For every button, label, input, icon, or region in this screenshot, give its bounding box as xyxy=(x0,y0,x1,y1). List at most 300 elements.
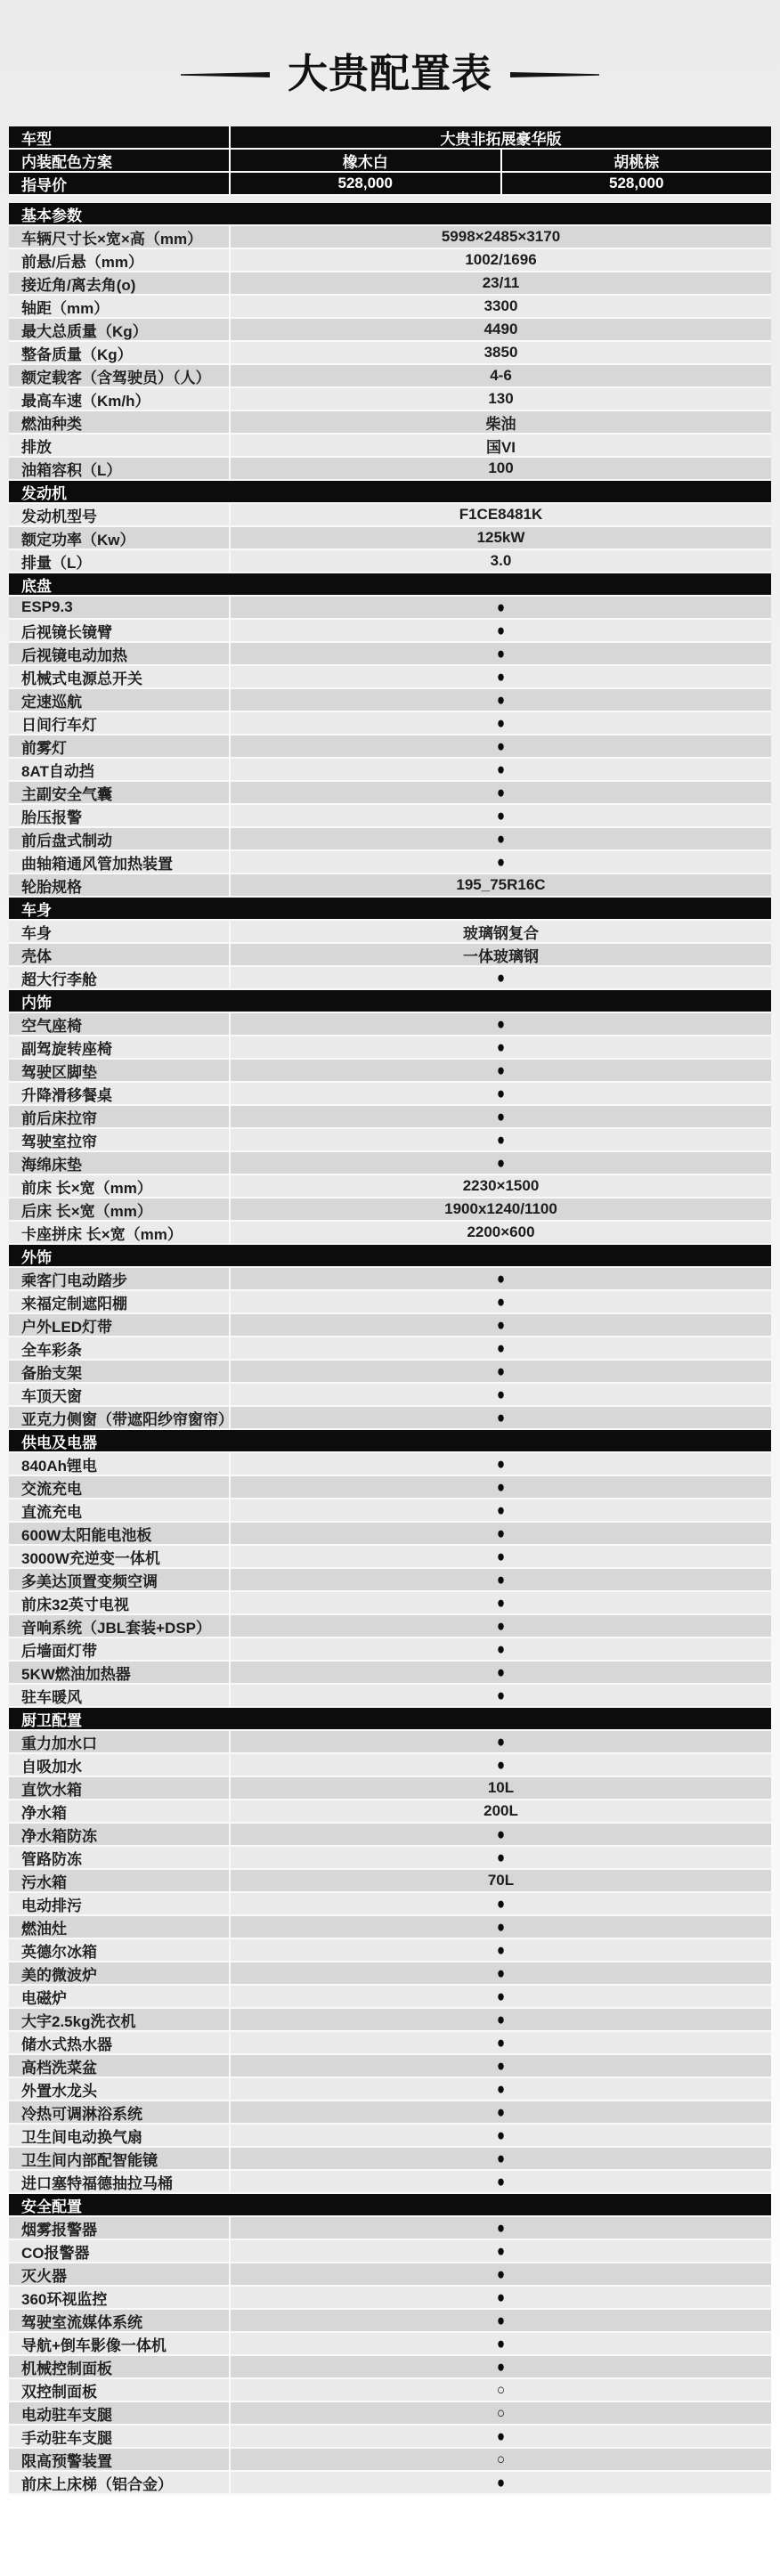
included-dot-icon: ● xyxy=(496,1524,506,1543)
included-dot-icon: ● xyxy=(496,1616,506,1636)
spec-label: 机械式电源总开关 xyxy=(21,670,142,687)
spec-row xyxy=(9,249,771,272)
spec-row xyxy=(9,1962,771,1986)
spec-label: ESP9.3 xyxy=(21,598,73,615)
spec-row xyxy=(9,759,771,782)
spec-value: 1900x1240/1100 xyxy=(229,1199,771,1220)
included-dot-icon: ● xyxy=(496,760,506,779)
optional-circle-icon: ○ xyxy=(496,2381,506,2399)
spec-value xyxy=(229,1152,771,1174)
included-dot-icon: ● xyxy=(496,1361,506,1381)
included-dot-icon: ● xyxy=(496,1963,506,1983)
spec-label: 乘客门电动踏步 xyxy=(21,1272,127,1289)
spec-label: 车身 xyxy=(21,924,52,942)
spec-label: 电磁炉 xyxy=(21,1989,67,2007)
spec-row xyxy=(9,1731,771,1754)
included-dot-icon: ● xyxy=(496,2010,506,2029)
spec-label: 交流充电 xyxy=(21,1480,82,1498)
spec-label: 卫生间内部配智能镜 xyxy=(21,2151,158,2169)
title-right-dash-icon xyxy=(510,72,599,77)
spec-label: 多美达顶置变频空调 xyxy=(21,1572,158,1590)
included-dot-icon: ● xyxy=(496,1107,506,1126)
spec-row xyxy=(9,435,771,458)
optional-circle-icon: ○ xyxy=(496,2404,506,2422)
included-dot-icon: ● xyxy=(496,968,506,987)
spec-value xyxy=(229,1847,771,1868)
spec-value xyxy=(229,2101,771,2123)
section-header-label: 安全配置 xyxy=(21,2198,82,2215)
spec-label: 定速巡航 xyxy=(21,693,82,711)
spec-value xyxy=(229,1962,771,1984)
spec-row xyxy=(9,1847,771,1870)
section-header xyxy=(9,573,771,597)
section-header-label: 发动机 xyxy=(21,484,67,502)
spec-row xyxy=(9,597,771,620)
spec-value xyxy=(229,1291,771,1312)
spec-row xyxy=(9,2171,771,2194)
spec-value: 4-6 xyxy=(229,365,771,386)
spec-row xyxy=(9,2333,771,2356)
included-dot-icon: ● xyxy=(496,1454,506,1474)
guide-price: 528,000 xyxy=(229,173,500,194)
spec-row xyxy=(9,1662,771,1685)
included-dot-icon: ● xyxy=(496,690,506,710)
spec-row xyxy=(9,1777,771,1800)
spec-row xyxy=(9,458,771,481)
spec-row xyxy=(9,1476,771,1499)
spec-label: 日间行车灯 xyxy=(21,716,97,734)
spec-value: 3.0 xyxy=(229,550,771,572)
included-dot-icon: ● xyxy=(496,2473,506,2492)
spec-value xyxy=(229,2171,771,2192)
spec-value xyxy=(229,1268,771,1289)
spec-value: 200L xyxy=(229,1800,771,1822)
section-header-label: 内饰 xyxy=(21,994,52,1012)
spec-row xyxy=(9,2217,771,2240)
spec-value xyxy=(229,666,771,687)
spec-row xyxy=(9,388,771,411)
spec-value xyxy=(229,1731,771,1752)
spec-value: F1CE8481K xyxy=(229,504,771,525)
spec-value xyxy=(229,2055,771,2076)
included-dot-icon: ● xyxy=(496,1755,506,1775)
spec-row xyxy=(9,1152,771,1175)
spec-row xyxy=(9,296,771,319)
section-header xyxy=(9,481,771,504)
included-dot-icon: ● xyxy=(496,1686,506,1705)
spec-label: 车辆尺寸长×宽×高（mm） xyxy=(21,230,203,248)
spec-value xyxy=(229,1685,771,1706)
spec-value xyxy=(229,2125,771,2146)
spec-row xyxy=(9,805,771,828)
spec-label: 前悬/后悬（mm） xyxy=(21,253,143,271)
spec-row xyxy=(9,1384,771,1407)
section-header xyxy=(9,898,771,921)
spec-value xyxy=(229,1499,771,1521)
included-dot-icon: ● xyxy=(496,1500,506,1520)
spec-row xyxy=(9,504,771,527)
spec-label: 进口塞特福德抽拉马桶 xyxy=(21,2174,173,2192)
spec-value xyxy=(229,782,771,803)
spec-row xyxy=(9,2263,771,2287)
spec-value xyxy=(229,1523,771,1544)
spec-row xyxy=(9,1569,771,1592)
spec-row xyxy=(9,1314,771,1337)
included-dot-icon: ● xyxy=(496,1662,506,1682)
included-dot-icon: ● xyxy=(496,2218,506,2238)
included-dot-icon: ● xyxy=(496,1917,506,1937)
spec-value xyxy=(229,2472,771,2493)
spec-value xyxy=(229,851,771,873)
spec-value xyxy=(229,2009,771,2030)
title-left-dash-icon xyxy=(181,72,270,77)
spec-row xyxy=(9,1013,771,1036)
spec-label: CO报警器 xyxy=(21,2244,90,2262)
spec-label: 内装配色方案 xyxy=(21,153,112,171)
spec-table xyxy=(9,126,771,2495)
included-dot-icon: ● xyxy=(496,2102,506,2122)
spec-row xyxy=(9,2101,771,2125)
spec-row xyxy=(9,550,771,573)
spec-label: 驻车暖风 xyxy=(21,1688,82,1706)
spec-label: 接近角/离去角(o) xyxy=(21,276,136,294)
included-dot-icon: ● xyxy=(496,2311,506,2330)
spec-value xyxy=(229,1638,771,1660)
included-dot-icon: ● xyxy=(496,597,506,617)
spec-value: 国VI xyxy=(229,435,771,456)
page-title-block xyxy=(0,0,780,98)
spec-value: 玻璃钢复合 xyxy=(229,921,771,942)
spec-value xyxy=(229,805,771,826)
spec-value xyxy=(229,1569,771,1590)
spec-row xyxy=(9,689,771,712)
spec-row xyxy=(9,1175,771,1199)
included-dot-icon: ● xyxy=(496,2264,506,2284)
spec-value xyxy=(229,2078,771,2100)
spec-label: 卫生间电动换气扇 xyxy=(21,2128,142,2146)
included-dot-icon: ● xyxy=(496,1408,506,1427)
spec-label: 3000W充逆变一体机 xyxy=(21,1549,160,1567)
spec-row xyxy=(9,1337,771,1361)
included-dot-icon: ● xyxy=(496,1385,506,1404)
spec-row xyxy=(9,2449,771,2472)
included-dot-icon: ● xyxy=(496,1894,506,1914)
spec-row xyxy=(9,1129,771,1152)
included-dot-icon: ● xyxy=(496,1037,506,1057)
spec-value xyxy=(229,2032,771,2053)
spec-label: 胎压报警 xyxy=(21,809,82,826)
spec-label: 副驾旋转座椅 xyxy=(21,1040,112,1058)
spec-label: 直饮水箱 xyxy=(21,1781,82,1799)
spec-row xyxy=(9,712,771,735)
spec-value xyxy=(229,1893,771,1914)
spec-value xyxy=(229,1129,771,1150)
included-dot-icon: ● xyxy=(496,2241,506,2261)
spec-label: 驾驶区脚垫 xyxy=(21,1063,97,1081)
spec-value xyxy=(229,1916,771,1938)
spec-label: 来福定制遮阳棚 xyxy=(21,1295,127,1312)
spec-row xyxy=(9,1592,771,1615)
spec-label: 储水式热水器 xyxy=(21,2036,112,2053)
spec-value xyxy=(229,620,771,641)
spec-row xyxy=(9,342,771,365)
spec-label: 美的微波炉 xyxy=(21,1966,97,1984)
spec-row xyxy=(9,1893,771,1916)
spec-value xyxy=(229,967,771,988)
included-dot-icon: ● xyxy=(496,1732,506,1751)
included-dot-icon: ● xyxy=(496,1940,506,1960)
spec-value: 10L xyxy=(229,1777,771,1799)
spec-value xyxy=(229,1314,771,1336)
spec-value xyxy=(229,1986,771,2007)
spec-label: 5KW燃油加热器 xyxy=(21,1665,131,1683)
spec-value xyxy=(229,1013,771,1035)
spec-value xyxy=(229,2426,771,2447)
spec-row xyxy=(9,1407,771,1430)
included-dot-icon: ● xyxy=(496,806,506,825)
spec-label: 污水箱 xyxy=(21,1873,67,1891)
spec-value xyxy=(229,2402,771,2424)
section-header xyxy=(9,203,771,226)
spec-row xyxy=(9,2055,771,2078)
model-name: 大贵非拓展豪华版 xyxy=(229,126,771,148)
included-dot-icon: ● xyxy=(496,1593,506,1613)
spec-value xyxy=(229,689,771,711)
spec-value xyxy=(229,2356,771,2377)
guide-price: 528,000 xyxy=(500,173,772,194)
page-title: 大贵配置表 xyxy=(287,50,492,96)
spec-label: 前床32英寸电视 xyxy=(21,1596,129,1613)
included-dot-icon: ● xyxy=(496,1639,506,1659)
spec-row xyxy=(9,1754,771,1777)
spec-row xyxy=(9,1824,771,1847)
spec-row xyxy=(9,944,771,967)
spec-label: 卡座拼床 长×宽（mm） xyxy=(21,1225,183,1243)
spec-value xyxy=(229,1407,771,1428)
spec-row xyxy=(9,2379,771,2402)
spec-label: 超大行李舱 xyxy=(21,971,97,988)
section-header xyxy=(9,990,771,1013)
included-dot-icon: ● xyxy=(496,783,506,802)
included-dot-icon: ● xyxy=(496,2033,506,2052)
spec-label: 最高车速（Km/h） xyxy=(21,392,150,410)
spec-value xyxy=(229,735,771,757)
spec-row xyxy=(9,643,771,666)
included-dot-icon: ● xyxy=(496,1987,506,2006)
spec-label: 油箱容积（L） xyxy=(21,461,122,479)
spec-row xyxy=(9,1036,771,1060)
included-dot-icon: ● xyxy=(496,713,506,733)
included-dot-icon: ● xyxy=(496,736,506,756)
spec-label: 空气座椅 xyxy=(21,1017,82,1035)
spec-label: 前床上床梯（铝合金） xyxy=(21,2475,173,2493)
spec-value: 130 xyxy=(229,388,771,410)
spec-row xyxy=(9,2402,771,2426)
spec-label: 重力加水口 xyxy=(21,1735,97,1752)
spec-label: 轴距（mm） xyxy=(21,299,110,317)
spec-row xyxy=(9,1060,771,1083)
spec-row xyxy=(9,2240,771,2263)
spec-row xyxy=(9,1453,771,1476)
spec-row xyxy=(9,1291,771,1314)
included-dot-icon: ● xyxy=(496,2125,506,2145)
spec-value xyxy=(229,1476,771,1498)
spec-row xyxy=(9,1916,771,1939)
spec-row xyxy=(9,365,771,388)
spec-label: 车型 xyxy=(21,130,52,148)
section-header-label: 车身 xyxy=(21,901,52,919)
spec-row xyxy=(9,2356,771,2379)
included-dot-icon: ● xyxy=(496,2334,506,2353)
spec-label: 发动机型号 xyxy=(21,508,97,525)
spec-label: 840Ah锂电 xyxy=(21,1457,98,1475)
spec-label: 电动排污 xyxy=(21,1897,82,1914)
spec-row xyxy=(9,411,771,435)
spec-row xyxy=(9,1870,771,1893)
spec-label: 壳体 xyxy=(21,947,52,965)
spec-row xyxy=(9,272,771,296)
spec-row xyxy=(9,1986,771,2009)
spec-value: 5998×2485×3170 xyxy=(229,226,771,248)
spec-value xyxy=(229,1106,771,1127)
included-dot-icon: ● xyxy=(496,667,506,687)
spec-label: 直流充电 xyxy=(21,1503,82,1521)
spec-label: 高档洗菜盆 xyxy=(21,2059,97,2076)
spec-value xyxy=(229,2217,771,2239)
spec-value: 柴油 xyxy=(229,411,771,433)
spec-row xyxy=(9,1939,771,1962)
spec-row xyxy=(9,319,771,342)
spec-label: 净水箱防冻 xyxy=(21,1827,97,1845)
included-dot-icon: ● xyxy=(496,1477,506,1497)
included-dot-icon: ● xyxy=(496,1084,506,1103)
spec-value xyxy=(229,1592,771,1613)
spec-label: 英德尔冰箱 xyxy=(21,1943,97,1961)
optional-circle-icon: ○ xyxy=(496,2450,506,2468)
spec-row xyxy=(9,2287,771,2310)
spec-value: 125kW xyxy=(229,527,771,549)
included-dot-icon: ● xyxy=(496,1848,506,1867)
spec-value xyxy=(229,2148,771,2169)
included-dot-icon: ● xyxy=(496,1315,506,1335)
spec-value xyxy=(229,2449,771,2470)
spec-row xyxy=(9,735,771,759)
included-dot-icon: ● xyxy=(496,1570,506,1589)
spec-row xyxy=(9,1523,771,1546)
spec-value xyxy=(229,1824,771,1845)
spec-row xyxy=(9,666,771,689)
spec-label: 后墙面灯带 xyxy=(21,1642,97,1660)
section-header-label: 底盘 xyxy=(21,577,52,595)
spec-label: 最大总质量（Kg） xyxy=(21,322,148,340)
included-dot-icon: ● xyxy=(496,621,506,640)
included-dot-icon: ● xyxy=(496,644,506,663)
included-dot-icon: ● xyxy=(496,2357,506,2377)
spec-value: 2230×1500 xyxy=(229,1175,771,1197)
spec-label: 主副安全气囊 xyxy=(21,785,112,803)
spec-value xyxy=(229,597,771,618)
spec-label: 亚克力侧窗（带遮阳纱帘窗帘） xyxy=(21,1410,233,1428)
section-header-label: 厨卫配置 xyxy=(21,1711,82,1729)
spec-row xyxy=(9,1268,771,1291)
spec-value: 23/11 xyxy=(229,272,771,294)
spec-row xyxy=(9,2078,771,2101)
spec-label: 升降滑移餐桌 xyxy=(21,1086,112,1104)
spec-label: 外置水龙头 xyxy=(21,2082,97,2100)
spec-row xyxy=(9,851,771,874)
spec-label: 排量（L） xyxy=(21,554,92,572)
spec-label: 轮胎规格 xyxy=(21,878,82,896)
included-dot-icon: ● xyxy=(496,2426,506,2446)
spec-value xyxy=(229,2263,771,2285)
included-dot-icon: ● xyxy=(496,1824,506,1844)
spec-label: 车顶天窗 xyxy=(21,1387,82,1405)
spec-value: 195_75R16C xyxy=(229,874,771,896)
spec-value xyxy=(229,2310,771,2331)
spec-label: 冷热可调淋浴系统 xyxy=(21,2105,142,2123)
spec-row xyxy=(9,1222,771,1245)
spec-row xyxy=(9,1499,771,1523)
spec-row xyxy=(9,874,771,898)
included-dot-icon: ● xyxy=(496,829,506,849)
spec-value xyxy=(229,1036,771,1058)
spec-label: 600W太阳能电池板 xyxy=(21,1526,152,1544)
spec-value: 70L xyxy=(229,1870,771,1891)
included-dot-icon: ● xyxy=(496,1153,506,1173)
spec-label: 前后床拉帘 xyxy=(21,1109,97,1127)
section-header-label: 供电及电器 xyxy=(21,1434,97,1451)
spec-value xyxy=(229,712,771,734)
spec-row xyxy=(9,921,771,944)
interior-color-row xyxy=(9,150,771,173)
spec-row xyxy=(9,967,771,990)
included-dot-icon: ● xyxy=(496,2056,506,2076)
spec-row xyxy=(9,1638,771,1662)
model-row xyxy=(9,126,771,150)
spec-row xyxy=(9,1106,771,1129)
spec-label: 燃油灶 xyxy=(21,1920,67,1938)
spec-value: 一体玻璃钢 xyxy=(229,944,771,965)
spec-row xyxy=(9,1199,771,1222)
section-header xyxy=(9,1245,771,1268)
interior-color-option: 橡木白 xyxy=(229,150,500,171)
spec-row xyxy=(9,2009,771,2032)
spec-value xyxy=(229,2379,771,2401)
spec-value xyxy=(229,828,771,849)
spec-value: 100 xyxy=(229,458,771,479)
spec-row xyxy=(9,2125,771,2148)
spec-label: 后视镜电动加热 xyxy=(21,646,127,664)
spec-label: 排放 xyxy=(21,438,52,456)
spec-row xyxy=(9,2032,771,2055)
spec-row xyxy=(9,782,771,805)
spec-value xyxy=(229,1939,771,1961)
spec-label: 额定载客（含驾驶员）（人） xyxy=(21,369,211,386)
spec-label: 驾驶室流媒体系统 xyxy=(21,2313,142,2331)
spec-label: 机械控制面板 xyxy=(21,2360,112,2377)
interior-color-option: 胡桃棕 xyxy=(500,150,772,171)
spec-value xyxy=(229,1662,771,1683)
spec-label: 曲轴箱通风管加热装置 xyxy=(21,855,173,873)
included-dot-icon: ● xyxy=(496,2288,506,2307)
included-dot-icon: ● xyxy=(496,1130,506,1150)
spec-label: 户外LED灯带 xyxy=(21,1318,112,1336)
spec-label: 驾驶室拉帘 xyxy=(21,1133,97,1150)
spec-value xyxy=(229,2240,771,2262)
spec-label: 海绵床垫 xyxy=(21,1156,82,1174)
spec-value xyxy=(229,1361,771,1382)
spec-row xyxy=(9,828,771,851)
